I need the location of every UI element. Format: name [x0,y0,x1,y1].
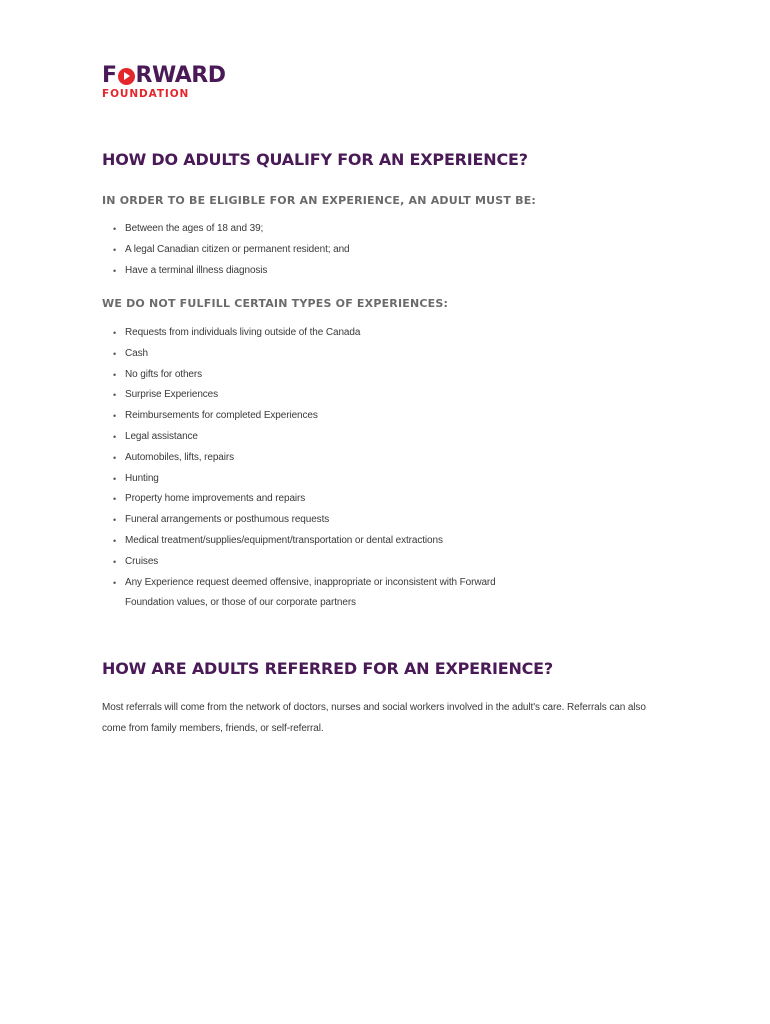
list-item: • Hunting [102,469,522,490]
list-item: • Surprise Experiences [102,385,522,406]
list-item: • Reimbursements for completed Experiences [102,406,522,427]
eligibility-heading: IN ORDER TO BE ELIGIBLE FOR AN EXPERIENCE, AN ADULT MUST BE: [102,194,537,207]
forward-foundation-logo [102,64,252,104]
list-item: • Medical treatment/supplies/equipment/transportation or dental extractions [102,531,522,552]
logo-subtitle: FOUNDATION [102,88,190,100]
list-item: • Automobiles, lifts, repairs [102,448,522,469]
logo-word-right: RWARD [135,63,226,88]
list-item: • Any Experience request deemed offensive, inappropriate or inconsistent with Forward Foundation values, or those of our corporate partners [102,573,522,615]
logo-wordmark [102,64,252,88]
list-item: • Have a terminal illness diagnosis [102,261,522,282]
play-icon [118,68,135,85]
list-item: • Between the ages of 18 and 39; [102,219,522,240]
list-item: • Cash [102,344,522,365]
referral-title: HOW ARE ADULTS REFERRED FOR AN EXPERIENCE? [102,659,553,678]
list-item: • Funeral arrangements or posthumous requests [102,510,522,531]
qualify-title: HOW DO ADULTS QUALIFY FOR AN EXPERIENCE? [102,150,528,169]
list-item: • Legal assistance [102,427,522,448]
list-item: • Property home improvements and repairs [102,489,522,510]
list-item: • Requests from individuals living outside of the Canada [102,323,522,344]
exclusions-heading: WE DO NOT FULFILL CERTAIN TYPES OF EXPERIENCES: [102,297,449,310]
list-item: • A legal Canadian citizen or permanent resident; and [102,240,522,261]
list-item: • Cruises [102,552,522,573]
referral-paragraph: Most referrals will come from the network of doctors, nurses and social workers involved in the adult's care. Referrals can also come from family members, friends, or self-referral. [102,702,646,734]
logo-word-left: F [102,63,117,88]
eligibility-list [102,219,522,281]
list-item: • No gifts for others [102,365,522,386]
exclusions-list [102,323,522,614]
